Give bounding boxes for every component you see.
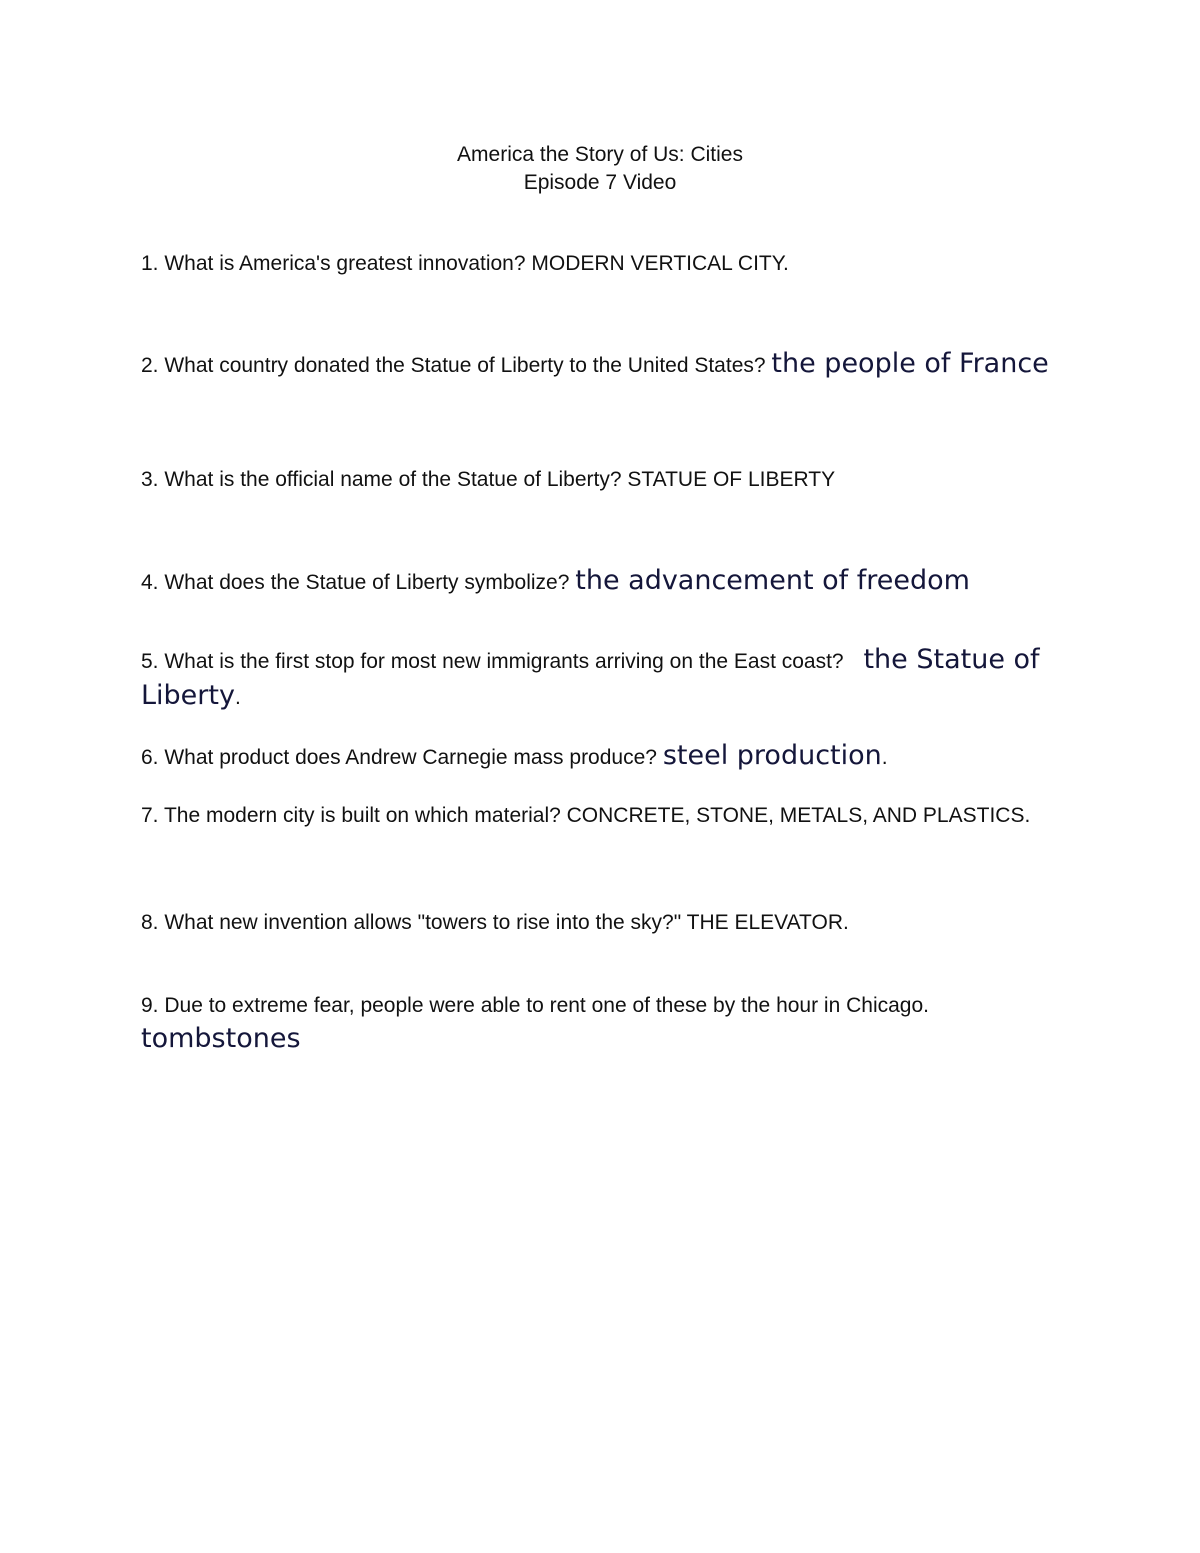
question-2-answer: the people of France [771,348,1049,379]
question-7-text: 7. The modern city is built on which material? CONCRETE, STONE, METALS, AND PLASTICS. [141,804,1031,827]
title-block [0,141,1200,197]
question-6 [141,739,1071,773]
question-9 [141,990,1041,1057]
question-4 [141,564,1141,598]
question-6-text: 6. What product does Andrew Carnegie mass produce? [141,746,657,769]
document-title: America the Story of Us: Cities [457,143,743,166]
question-3 [141,466,1071,494]
question-5-text: 5. What is the first stop for most new immigrants arriving on the East coast? [141,650,844,673]
question-9-answer: tombstones [141,1023,301,1054]
question-6-suffix: . [881,746,888,769]
question-4-answer: the advancement of freedom [575,565,970,596]
question-6-answer: steel production [662,740,882,771]
question-1 [141,250,1071,278]
question-5-suffix: . [234,686,241,709]
question-9-text: 9. Due to extreme fear, people were able to rent one of these by the hour in Chicago. [141,994,929,1017]
question-8 [141,909,1071,937]
question-5-answer: the Statue of Liberty [141,644,1040,711]
question-3-text: 3. What is the official name of the Statue of Liberty? STATUE OF LIBERTY [141,468,836,491]
question-1-text: 1. What is America's greatest innovation? MODERN VERTICAL CITY. [141,252,789,275]
question-2 [141,347,1071,384]
question-5 [141,643,1071,715]
question-7 [141,802,1041,829]
question-2-text: 2. What country donated the Statue of Liberty to the United States? [141,354,766,377]
document-subtitle: Episode 7 Video [523,171,677,194]
question-4-text: 4. What does the Statue of Liberty symbolize? [141,571,570,594]
question-8-text: 8. What new invention allows "towers to rise into the sky?" THE ELEVATOR. [141,911,849,934]
